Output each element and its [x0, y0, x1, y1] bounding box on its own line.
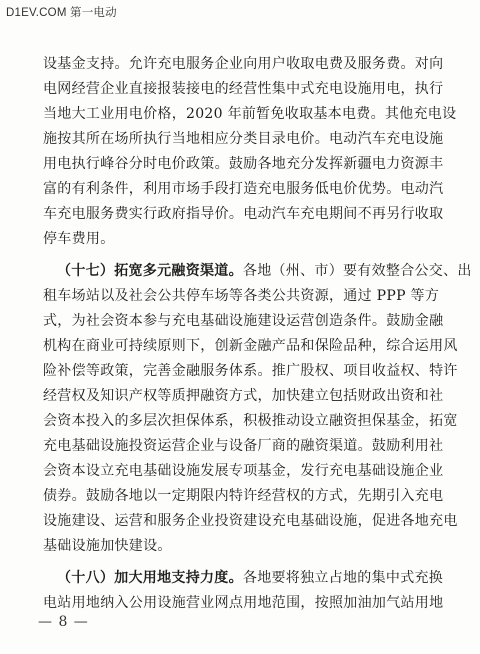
- text-fragment: 各地（州、市）要有效整合公交、出: [242, 263, 472, 279]
- text-line: 基础设施加快建设。: [43, 538, 172, 554]
- text-line: 电站用地纳入公用设施营业网点用地范围，按照加油加气站用地: [43, 595, 444, 611]
- text-line: 设基金支持。允许充电服务企业向用户收取电费及服务费。对向: [43, 56, 444, 72]
- text-line: 会资本设立充电基础设施发展专项基金，发行充电基础设施企业: [43, 463, 444, 479]
- text-line: 施按其所在场所执行当地相应分类目录电价。电动汽车充电设施: [43, 131, 444, 147]
- text-line: 停车费用。: [43, 231, 115, 247]
- watermark-site: D1EV.COM: [6, 7, 67, 19]
- site-watermark: [6, 4, 117, 20]
- text-line: 险补偿等政策，完善金融服务体系。推广股权、项目收益权、特许: [43, 363, 458, 379]
- text-line: 充电基础设施投资运营企业与设备厂商的融资渠道。鼓励利用社: [43, 438, 444, 454]
- text-line: 债券。鼓励各地以一定期限内特许经营权的方式，先期引入充电: [43, 488, 444, 504]
- heading-line: [43, 566, 443, 591]
- text-line: 租车场站以及社会公共停车场等各类公共资源，通过 PPP 等方: [43, 288, 440, 304]
- watermark-name: 第一电动: [70, 7, 117, 19]
- text-line: 会资本投入的多层次担保体系，积极推动设立融资担保基金，拓宽: [43, 413, 458, 429]
- text-line: 经营权及知识产权等质押融资方式，加快建立包括财政出资和社: [43, 388, 444, 404]
- text-line: 式，为社会资本参与充电基础设施建设运营创造条件。鼓励金融: [43, 313, 444, 329]
- text-line: 电网经营企业直接报装接电的经营性集中式充电设施用电，执行: [43, 81, 444, 97]
- text-line: 富的有利条件，利用市场手段打造充电服务低电价优势。电动汽: [43, 181, 444, 197]
- paragraph-power-pricing: [43, 52, 457, 252]
- text-line: 车充电服务费实行政府指导价。电动汽车充电期间不再另行收取: [43, 206, 444, 222]
- heading-line: [43, 259, 472, 284]
- paragraph-land-support: [43, 566, 443, 616]
- text-line: 设施建设、运营和服务企业投资建设充电基础设施，促进各地充电: [43, 513, 458, 529]
- page-number: — 8 —: [38, 614, 89, 630]
- text-line: 机构在商业可持续原则下，创新金融产品和保险品种，综合运用风: [43, 338, 458, 354]
- text-fragment: 各地要将独立占地的集中式充换: [242, 570, 444, 586]
- paragraph-financing-channels: [43, 259, 472, 559]
- text-line: 用电执行峰谷分时电价政策。鼓励各地充分发挥新疆电力资源丰: [43, 156, 444, 172]
- section-heading-17: （十七）拓宽多元融资渠道。: [57, 263, 243, 279]
- section-heading-18: （十八）加大用地支持力度。: [57, 570, 243, 586]
- text-line: 当地大工业用电价格，2020 年前暂免收取基本电费。其他充电设: [43, 106, 457, 122]
- document-body: [43, 52, 472, 616]
